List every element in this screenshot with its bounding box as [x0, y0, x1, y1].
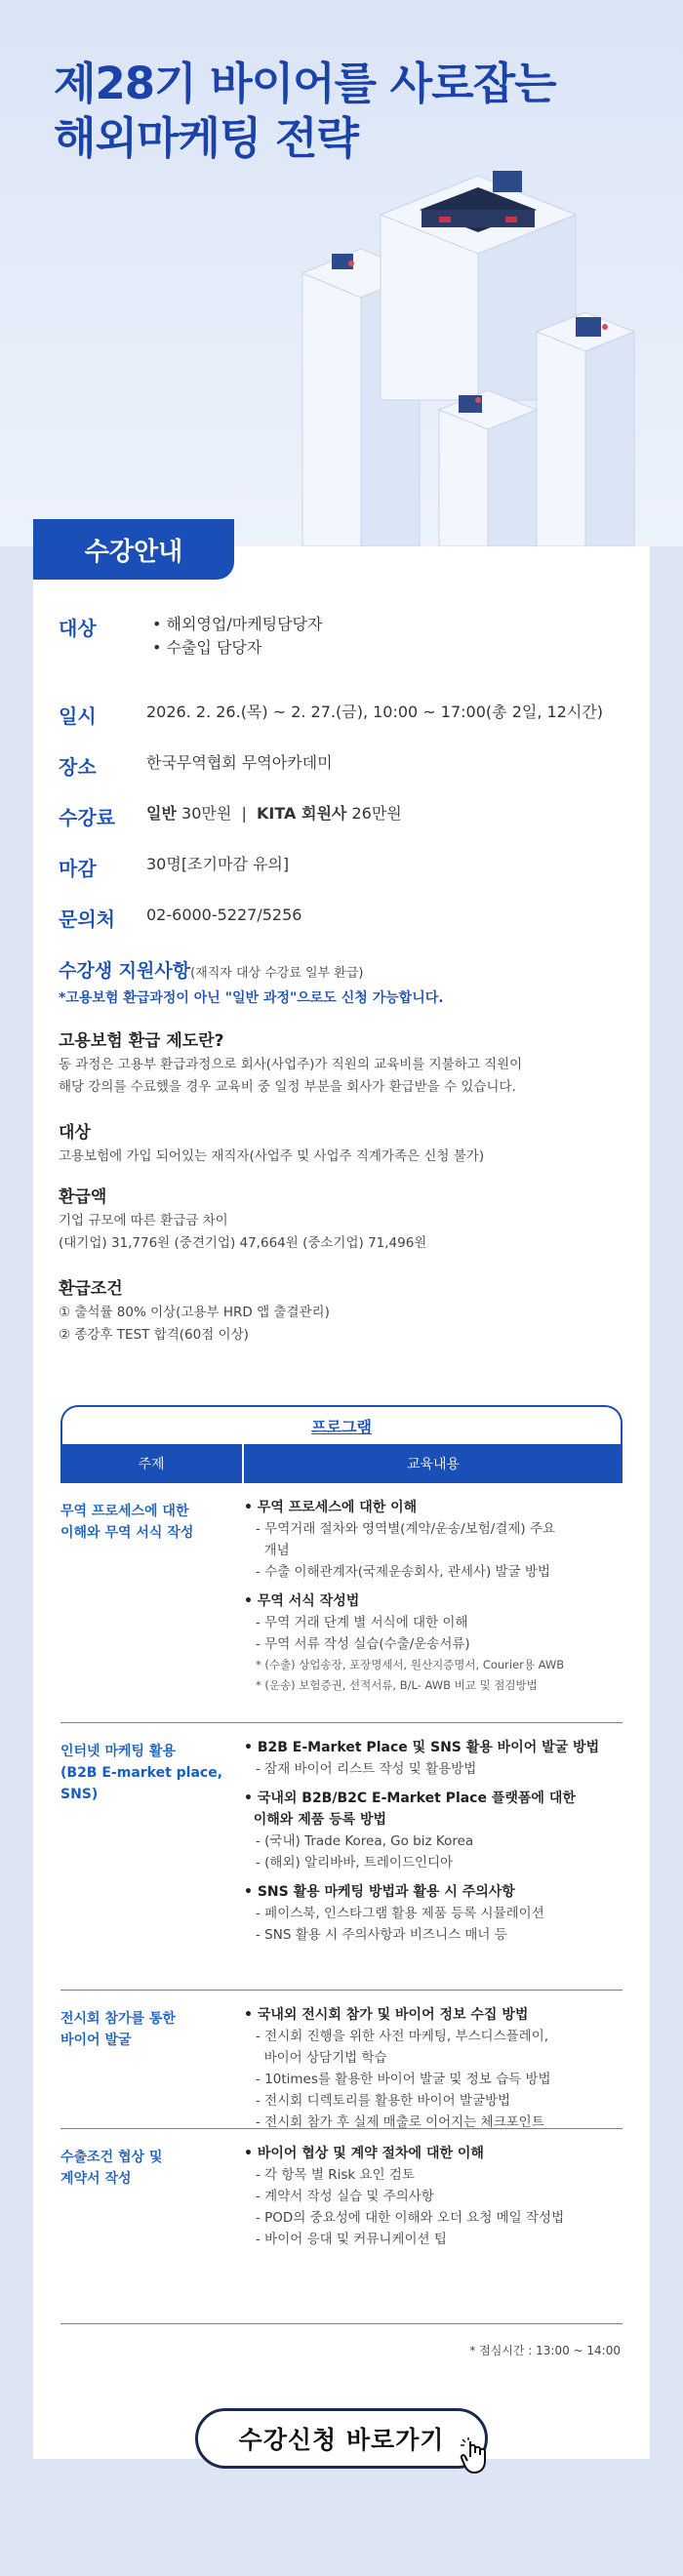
place-label: 장소	[59, 755, 97, 779]
fee-value: 일반 30만원 | KITA 회원사 26만원	[146, 804, 402, 823]
content-line: - 페이스북, 인스타그램 활용 제품 등록 시뮬레이션	[256, 1906, 544, 1921]
target-label: 대상	[59, 617, 97, 640]
section-tab: 수강안내	[33, 519, 234, 580]
refund-system-title: 고용보험 환급 제도란?	[59, 1031, 224, 1051]
content-line: 개념	[256, 1543, 290, 1558]
content-line: - (해외) 알리바바, 트레이드인디아	[256, 1855, 454, 1871]
info-deadline-row	[59, 853, 624, 881]
date-value: 2026. 2. 26.(목) ~ 2. 27.(금), 10:00 ~ 17:00(총 2일, 12시간)	[146, 703, 604, 721]
info-contact-row	[59, 904, 624, 932]
date-label: 일시	[59, 704, 97, 728]
row-content	[244, 1737, 623, 1946]
apply-button[interactable]: 수강신청 바로가기	[195, 2408, 488, 2469]
deadline-value: 30명[조기마감 유의]	[146, 855, 290, 873]
target-item: • 수출입 담당자	[152, 638, 262, 657]
content-heading: • 바이어 협상 및 계약 절차에 대한 이해	[244, 2146, 484, 2161]
program-title: 프로그램	[60, 1405, 623, 1444]
support-title: 수강생 지원사항(재직자 대상 수강료 일부 환급)	[59, 960, 364, 982]
content-line: - POD의 중요성에 대한 이해와 오더 요청 메일 작성법	[256, 2210, 565, 2226]
fee-label: 수강료	[59, 806, 115, 829]
refund-amount-text: 기업 규모에 따른 환급금 차이 (대기업) 31,776원 (중견기업) 47,664원 (중소기업) 71,496원	[59, 1213, 427, 1251]
hero-title: 제28기 바이어를 사로잡는 해외마케팅 전략	[54, 58, 556, 164]
eligibility-title: 대상	[59, 1123, 91, 1143]
content-line: - 10times를 활용한 바이어 발굴 및 정보 습득 방법	[256, 2072, 551, 2087]
content-heading: • 국내외 전시회 참가 및 바이어 정보 수집 방법	[244, 2007, 529, 2023]
content-line: - 바이어 응대 및 커뮤니케이션 팁	[256, 2232, 447, 2247]
contact-label: 문의처	[59, 907, 115, 931]
content-line: - 무역 거래 단계 별 서식에 대한 이해	[256, 1615, 468, 1630]
info-place-row	[59, 751, 624, 780]
column-header-topic: 주제	[60, 1444, 242, 1483]
content-line: - 계약서 작성 실습 및 주의사항	[256, 2189, 434, 2204]
content-line: - SNS 활용 시 주의사항과 비즈니스 매너 등	[256, 1927, 507, 1943]
content-heading: • 무역 프로세스에 대한 이해	[244, 1500, 418, 1515]
row-topic: 수출조건 협상 및 계약서 작성	[60, 2150, 163, 2187]
table-row	[60, 1723, 623, 1991]
content-footnote: * (운송) 보험증권, 선적서류, B/L- AWB 비교 및 점검방법	[256, 1678, 538, 1692]
content-line: - (국내) Trade Korea, Go biz Korea	[256, 1833, 474, 1849]
isometric-illustration	[244, 156, 683, 546]
content-line: - 무역 서류 작성 실습(수출/운송서류)	[256, 1636, 470, 1652]
hero-banner	[0, 0, 683, 546]
refund-condition-text: ① 출석률 80% 이상(고용부 HRD 앱 출결관리) ② 종강후 TEST 합격(60점 이상)	[59, 1305, 330, 1343]
refund-condition-title: 환급조건	[59, 1279, 123, 1299]
content-line: - 전시회 디렉토리를 활용한 바이어 발굴방법	[256, 2093, 511, 2109]
eligibility-text: 고용보험에 가입 되어있는 재직자(사업주 및 사업주 직계가족은 신청 불가)	[59, 1148, 485, 1164]
row-content	[244, 2004, 623, 2133]
table-row	[60, 1991, 623, 2129]
hand-cursor-icon	[459, 2437, 492, 2476]
support-notice: *고용보험 환급과정이 아닌 "일반 과정"으로도 신청 가능합니다.	[59, 990, 444, 1006]
content-heading: • 국내외 B2B/B2C E-Market Place 플랫폼에 대한 이해와 제품 등록 방법	[244, 1791, 576, 1828]
row-topic: 무역 프로세스에 대한 이해와 무역 서식 작성	[60, 1504, 194, 1541]
content-line: 바이어 상담기법 학습	[256, 2050, 387, 2066]
content-line: - 전시회 참가 후 실제 매출로 이어지는 체크포인트	[256, 2114, 544, 2130]
row-content	[244, 1497, 623, 1696]
refund-system-text: 동 과정은 고용부 환급과정으로 회사(사업주)가 직원의 교육비를 지불하고 직원이 해당 강의를 수료했을 경우 교육비 중 일정 부분을 회사가 환급받을 수 있습니다.	[59, 1057, 523, 1095]
refund-amount-title: 환급액	[59, 1187, 107, 1207]
deadline-label: 마감	[59, 857, 97, 880]
lunch-note: * 점심시간 : 13:00 ~ 14:00	[469, 2344, 621, 2357]
table-row	[60, 2129, 623, 2324]
table-row	[60, 1483, 623, 1723]
place-value: 한국무역협회 무역아카데미	[146, 753, 333, 772]
info-date-row	[59, 701, 624, 729]
content-line: - 각 항목 별 Risk 요인 검토	[256, 2167, 415, 2183]
row-topic: 전시회 참가를 통한 바이어 발굴	[60, 2011, 176, 2048]
content-line: - 무역거래 절차와 영역별(계약/운송/보험/결제) 주요	[256, 1521, 556, 1537]
content-heading: • B2B E-Market Place 및 SNS 활용 바이어 발굴 방법	[244, 1740, 600, 1755]
contact-value: 02-6000-5227/5256	[146, 906, 302, 924]
info-fee-row	[59, 802, 624, 830]
content-heading: • SNS 활용 마케팅 방법과 활용 시 주의사항	[244, 1884, 515, 1900]
content-line: - 수출 이해관계자(국제운송회사, 관세사) 발굴 방법	[256, 1564, 550, 1580]
target-item: • 해외영업/마케팅담당자	[152, 615, 323, 633]
info-target-row	[59, 613, 624, 660]
content-footnote: * (수출) 상업송장, 포장명세서, 원산지증명서, Courier용 AWB	[256, 1658, 565, 1671]
content-line: - 잠재 바이어 리스트 작성 및 활용방법	[256, 1761, 477, 1777]
content-line: - 전시회 진행을 위한 사전 마케팅, 부스디스플레이,	[256, 2029, 549, 2044]
row-topic: 인터넷 마케팅 활용 (B2B E-market place, SNS)	[60, 1744, 223, 1802]
row-content	[244, 2143, 623, 2250]
column-header-content: 교육내용	[244, 1444, 623, 1483]
content-heading: • 무역 서식 작성법	[244, 1593, 360, 1609]
